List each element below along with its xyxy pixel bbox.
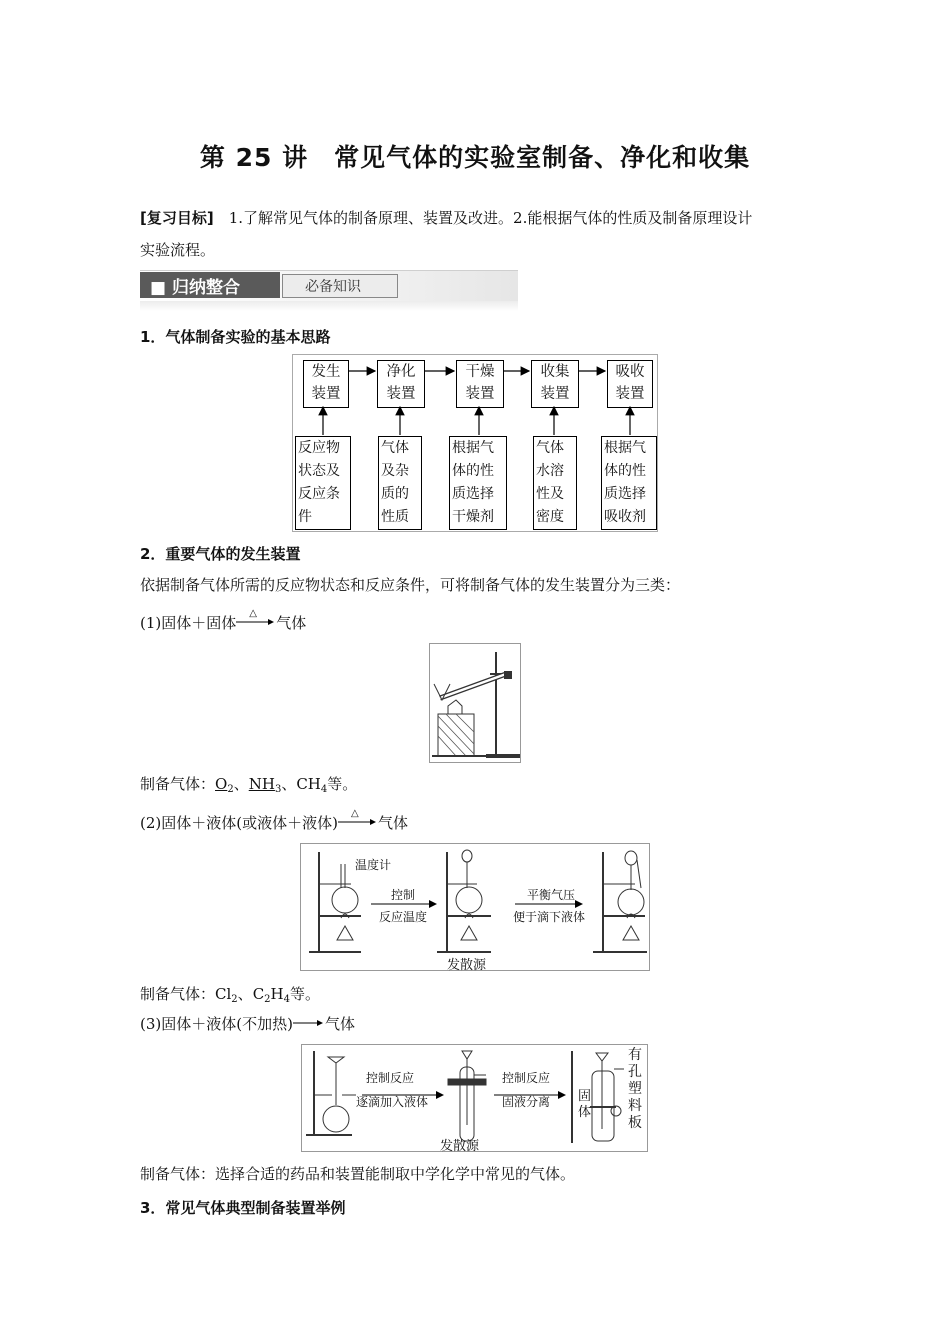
label-control-reaction: 控制反应 xyxy=(366,1071,415,1085)
review-objectives xyxy=(140,202,830,234)
label-dropwise: 逐滴加入液体 xyxy=(356,1095,429,1109)
flow-diagram xyxy=(292,354,658,532)
section2-heading: 2．重要气体的发生装置 xyxy=(140,545,301,563)
label-source: 发散源 xyxy=(440,1139,480,1154)
section3-heading: 3．常见气体典型制备装置举例 xyxy=(140,1199,346,1217)
section2-intro: 依据制备气体所需的反应物状态和反应条件，可将制备气体的发生装置分为三类： xyxy=(140,576,681,594)
device-box-absorption: 吸收 装置 xyxy=(607,360,653,408)
condition-box: 气体 水溶 性及 密度 xyxy=(533,436,577,530)
reaction-arrow xyxy=(236,614,276,630)
label-control: 控制 xyxy=(391,888,416,902)
apparatus-solid-liquid-heated-figure xyxy=(300,843,650,971)
device-box-purification: 净化 装置 xyxy=(377,360,425,408)
heat-symbol: △ xyxy=(350,808,359,819)
label-reaction-temp: 反应温度 xyxy=(379,910,428,924)
page-title: 第 25 讲 常见气体的实验室制备、净化和收集 xyxy=(199,143,751,172)
type1-gases: 制备气体：$O_2$、$NH_3$、$CH_4$等。 xyxy=(140,775,358,795)
type2-line: (2)固体＋液体(或液体＋液体) △ 气体 xyxy=(140,807,830,839)
section-banner xyxy=(140,270,518,312)
review-text-2: 实验流程。 xyxy=(140,241,216,259)
label-balance-pressure: 平衡气压 xyxy=(527,888,576,902)
condition-box: 气体 及杂 质的 性质 xyxy=(378,436,422,530)
label-source: 发散源 xyxy=(447,958,487,973)
label-solid-liquid-separation: 固液分离 xyxy=(502,1095,551,1109)
label-thermometer: 温度计 xyxy=(355,858,392,872)
device-box-generation: 发生 装置 xyxy=(303,360,349,408)
label-perforated-plate: 有孔塑料板 xyxy=(628,1047,642,1131)
review-text: 1.了解常见气体的制备原理、装置及改进。2.能根据气体的性质及制备原理设计 xyxy=(213,209,753,227)
device-box-collection: 收集 装置 xyxy=(531,360,579,408)
label-solid: 固体 xyxy=(578,1089,592,1120)
type3-gases: 制备气体：选择合适的药品和装置能制取中学化学中常见的气体。 xyxy=(140,1165,576,1183)
apparatus-solid-solid-figure xyxy=(429,643,521,763)
condition-box: 反应物 状态及 反应条 件 xyxy=(295,436,351,530)
banner-dark-label: ■ 归纳整合 xyxy=(150,278,240,298)
label-control-reaction-2: 控制反应 xyxy=(502,1071,551,1085)
label-easy-drip: 便于滴下液体 xyxy=(513,910,586,924)
heat-symbol: △ xyxy=(249,608,257,619)
reaction-arrow xyxy=(293,1015,325,1031)
type1-line: (1)固体＋固体 △ 气体 xyxy=(140,607,830,639)
type3-line: (3)固体＋液体(不加热) 气体 xyxy=(140,1015,355,1033)
device-box-drying: 干燥 装置 xyxy=(456,360,504,408)
banner-light-label: 必备知识 xyxy=(305,279,361,295)
apparatus-solid-liquid-unheated-figure xyxy=(301,1044,648,1152)
review-label: [复习目标] xyxy=(140,209,214,227)
condition-box: 根据气 体的性 质选择 干燥剂 xyxy=(449,436,507,530)
type2-gases: 制备气体：$Cl_2$、$C_2H_4$等。 xyxy=(140,985,321,1005)
condition-box: 根据气 体的性 质选择 吸收剂 xyxy=(601,436,657,530)
section1-heading: 1．气体制备实验的基本思路 xyxy=(140,328,331,346)
reaction-arrow xyxy=(338,814,378,830)
